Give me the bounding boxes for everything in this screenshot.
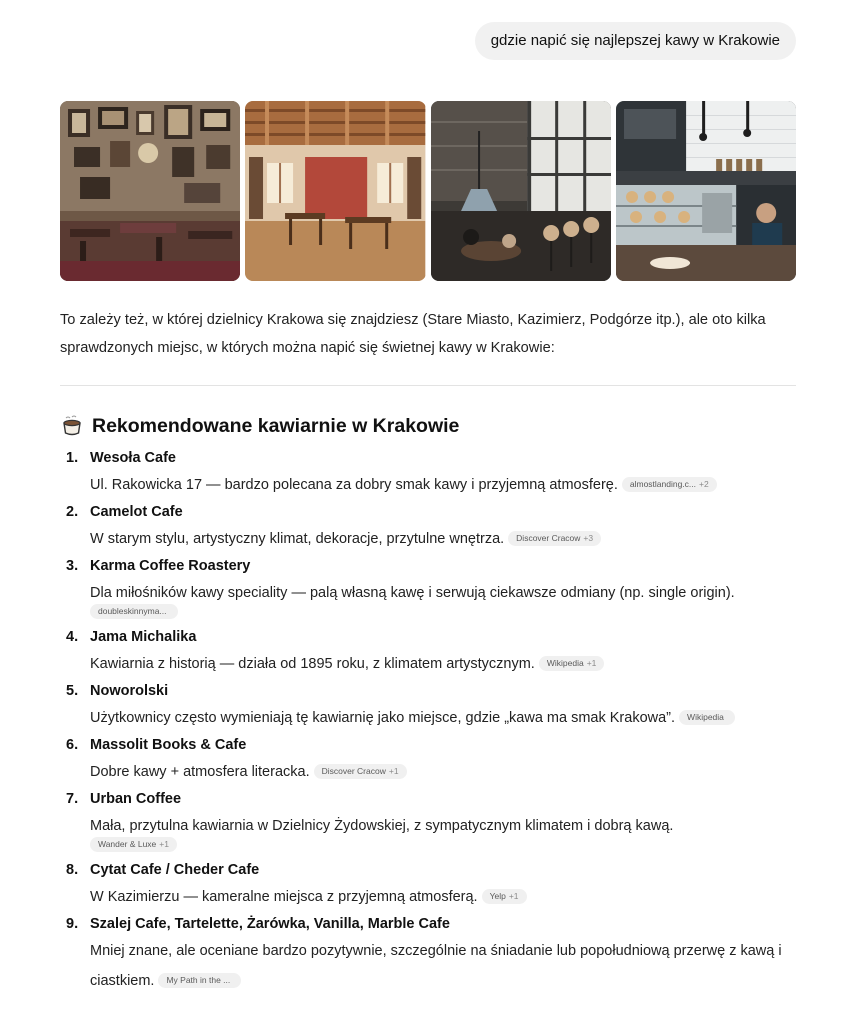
cafe-name: Massolit Books & Cafe	[90, 737, 247, 753]
source-chip[interactable]	[508, 531, 601, 546]
section-heading	[60, 414, 459, 438]
cafe-description	[90, 703, 806, 733]
list-item-number: 4.	[66, 629, 79, 645]
coffee-cup-icon	[60, 414, 84, 438]
cafe-name: Jama Michalika	[90, 629, 197, 645]
source-chip-label: Wikipedia	[687, 712, 724, 722]
list-item	[66, 446, 806, 500]
cafe-name: Wesoła Cafe	[90, 450, 176, 466]
cafe-name: Cytat Cafe / Cheder Cafe	[90, 862, 260, 878]
source-chip-label: Wander & Luxe	[98, 839, 157, 849]
source-chip-count: +2	[699, 479, 709, 489]
intro-paragraph: To zależy też, w której dzielnicy Krakowa się znajdziesz (Stare Miasto, Kazimierz, Podgórze itp.), ale oto kilka sprawdzonych miejsc, w których można napić się świetnej kawy w Krakowie:	[60, 312, 766, 356]
image-gallery	[60, 101, 796, 281]
source-chip-label: Wikipedia	[546, 658, 584, 668]
cafe-name: Noworolski	[90, 683, 169, 699]
list-item-number: 6.	[66, 737, 79, 753]
cafe-description-text: Dobre kawy + atmosfera literacka.	[90, 764, 310, 780]
list-item	[66, 858, 806, 912]
list-item	[66, 912, 806, 996]
source-chip-label: Discover Cracow	[516, 533, 581, 543]
cafe-description	[90, 882, 806, 912]
source-chip[interactable]	[314, 764, 407, 779]
gallery-image[interactable]	[245, 101, 425, 281]
source-chip-count: +1	[508, 891, 519, 901]
divider	[60, 385, 796, 386]
list-item	[66, 679, 806, 733]
cafe-name: Urban Coffee	[90, 791, 182, 807]
source-chip[interactable]	[482, 889, 527, 904]
source-chip[interactable]	[90, 837, 177, 852]
cafe-description-text: W starym stylu, artystyczny klimat, dekoracje, przytulne wnętrza.	[90, 531, 505, 547]
source-chip-label: My Path in the ...	[166, 975, 231, 985]
cafe-description	[90, 936, 806, 996]
cafe-description	[90, 524, 806, 554]
source-chip-count: +1	[586, 658, 597, 668]
list-item	[66, 554, 806, 619]
list-item-number: 5.	[66, 683, 79, 699]
source-chip[interactable]	[90, 604, 178, 619]
source-chip-label: Discover Cracow	[321, 766, 386, 776]
source-chip-count: +1	[388, 766, 399, 776]
gallery-image[interactable]	[431, 101, 611, 281]
cafe-name: Karma Coffee Roastery	[90, 558, 251, 574]
user-message-bubble: gdzie napić się najlepszej kawy w Krakowie	[475, 22, 796, 60]
source-chip-label: almostlanding.c...	[629, 479, 697, 489]
list-item-number: 1.	[66, 450, 79, 466]
cafe-description-text: Mała, przytulna kawiarnia w Dzielnicy Żydowskiej, z sympatycznym klimatem i dobrą kawą.	[90, 818, 674, 834]
cafe-name: Camelot Cafe	[90, 504, 183, 520]
source-chip-count: +1	[159, 839, 169, 849]
cafe-list	[66, 446, 806, 996]
cafe-description	[90, 811, 806, 841]
cafe-name: Szalej Cafe, Tartelette, Żarówka, Vanilla, Marble Cafe	[90, 916, 450, 932]
list-item-number: 3.	[66, 558, 79, 574]
source-chip[interactable]	[679, 710, 735, 725]
list-item	[66, 787, 806, 852]
source-chip[interactable]	[158, 973, 241, 988]
list-item	[66, 733, 806, 787]
source-chip[interactable]	[539, 656, 605, 671]
list-item	[66, 500, 806, 554]
cafe-description	[90, 470, 806, 500]
cafe-description-text: Dla miłośników kawy speciality — palą własną kawę i serwują ciekawsze odmiany (np. single origin).	[90, 585, 735, 601]
cafe-description	[90, 757, 806, 787]
list-item	[66, 625, 806, 679]
list-item-number: 9.	[66, 916, 79, 932]
cafe-description-text: Ul. Rakowicka 17 — bardzo polecana za dobry smak kawy i przyjemną atmosferę.	[90, 477, 618, 493]
cafe-description-text: W Kazimierzu — kameralne miejsca z przyjemną atmosferą.	[90, 889, 478, 905]
cafe-description-text: Użytkownicy często wymieniają tę kawiarnię jako miejsce, gdzie „kawa ma smak Krakowa”.	[90, 710, 676, 726]
list-item-number: 8.	[66, 862, 79, 878]
gallery-image[interactable]	[616, 101, 796, 281]
cafe-description	[90, 578, 806, 608]
section-title: Rekomendowane kawiarnie w Krakowie	[92, 414, 460, 437]
cafe-description-text: Kawiarnia z historią — działa od 1895 roku, z klimatem artystycznym.	[90, 656, 535, 672]
cafe-description-text: Mniej znane, ale oceniane bardzo pozytywnie, szczególnie na śniadanie lub popołudniową przerwę z kawą i ciastkiem.	[90, 943, 782, 989]
source-chip[interactable]	[622, 477, 717, 492]
gallery-image[interactable]	[60, 101, 240, 281]
source-chip-label: Yelp	[489, 891, 506, 901]
source-chip-count: +3	[583, 533, 594, 543]
cafe-description	[90, 649, 806, 679]
list-item-number: 7.	[66, 791, 79, 807]
list-item-number: 2.	[66, 504, 79, 520]
source-chip-label: doubleskinnyma...	[98, 606, 167, 616]
